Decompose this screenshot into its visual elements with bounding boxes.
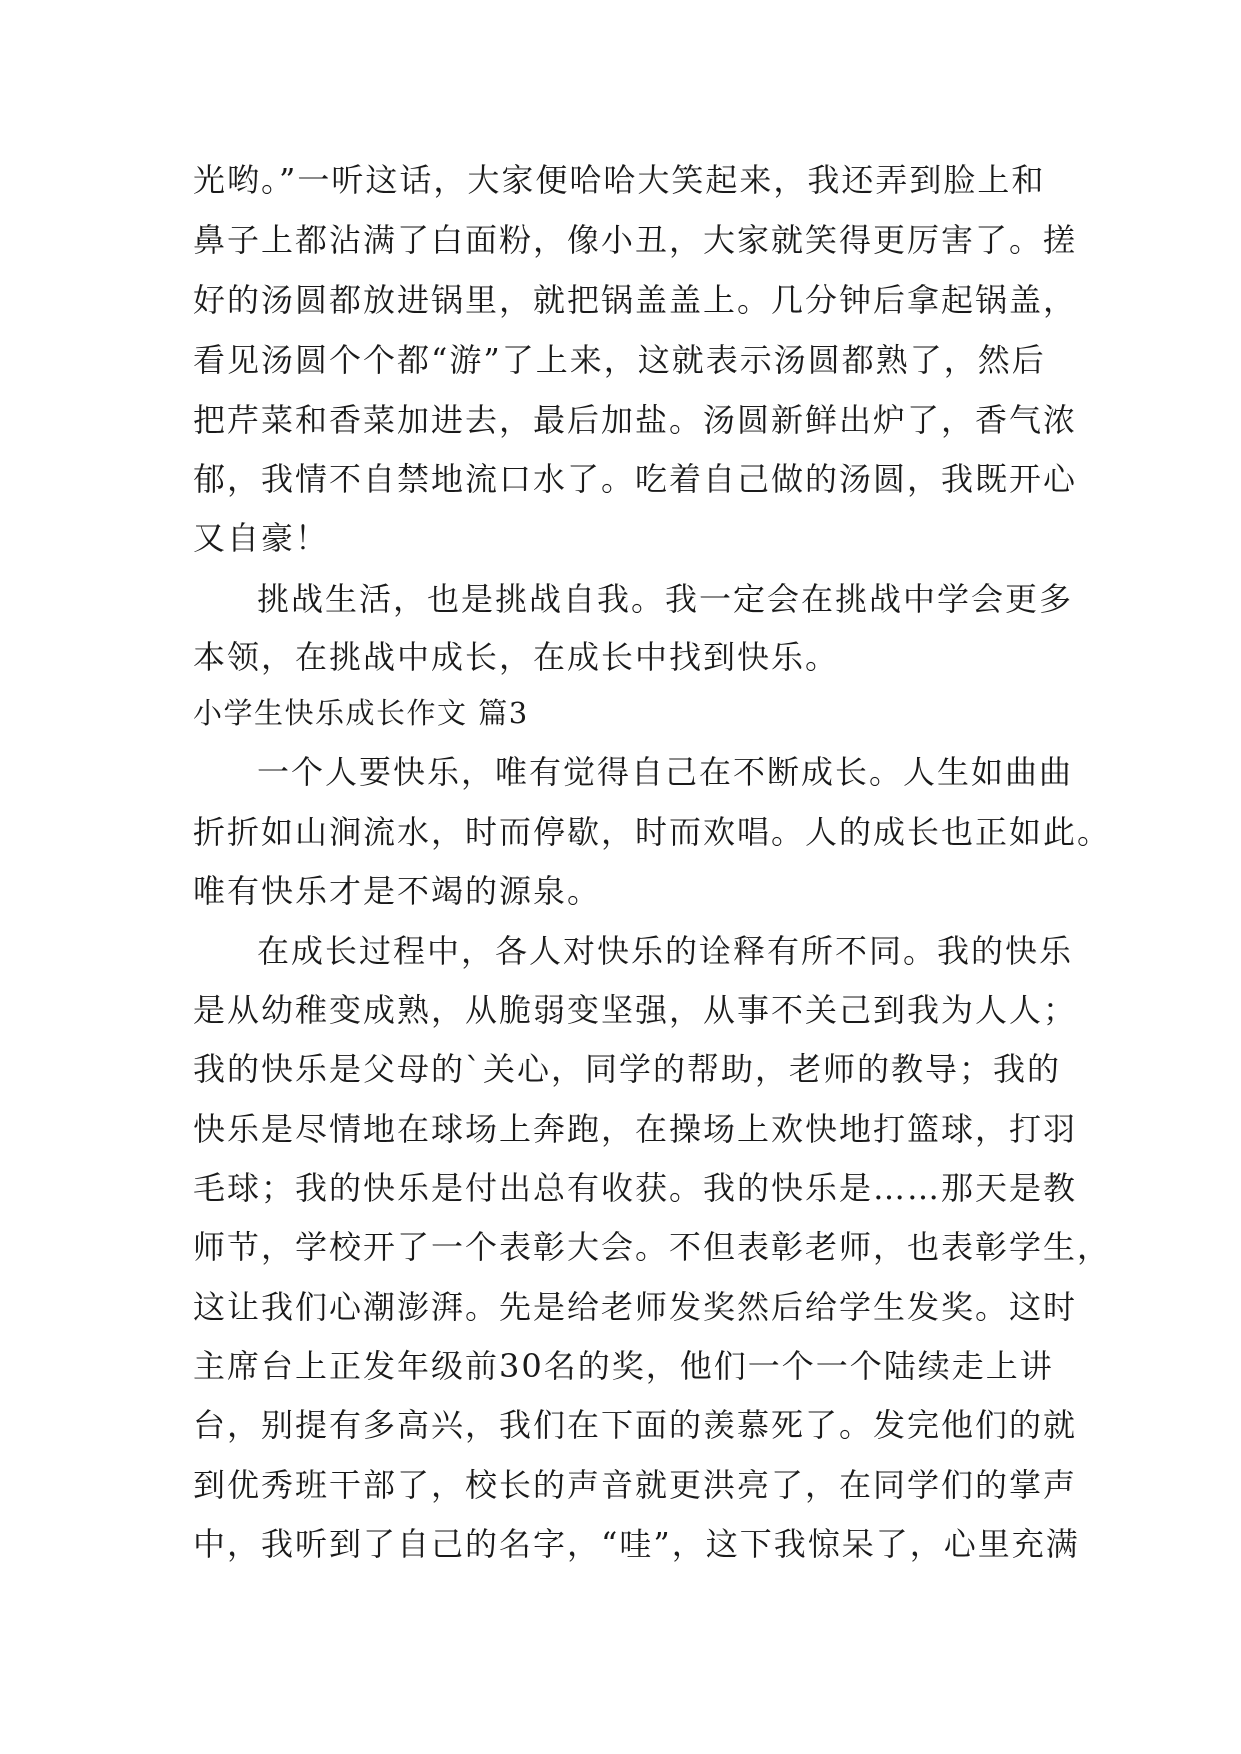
text-line: 又自豪！ [193, 519, 330, 557]
text-line: 我的快乐是父母的`关心，同学的帮助，老师的教导；我的 [193, 1050, 1062, 1088]
text-line: 鼻子上都沾满了白面粉，像小丑，大家就笑得更厉害了。搓 [193, 221, 1078, 259]
text-line: 把芹菜和香菜加进去，最后加盐。汤圆新鲜出炉了，香气浓 [193, 401, 1078, 439]
text-line: 是从幼稚变成熟，从脆弱变坚强，从事不关己到我为人人； [193, 991, 1078, 1029]
text-line: 这让我们心潮澎湃。先是给老师发奖然后给学生发奖。这时 [193, 1288, 1078, 1326]
text-line: 看见汤圆个个都“游”了上来，这就表示汤圆都熟了，然后 [193, 341, 1046, 379]
text-line: 本领，在挑战中成长，在成长中找到快乐。 [193, 638, 840, 676]
text-line: 快乐是尽情地在球场上奔跑，在操场上欢快地打篮球，打羽 [193, 1110, 1078, 1148]
text-line: 折折如山涧流水，时而停歇，时而欢唱。人的成长也正如此。 [193, 813, 1112, 851]
text-line: 毛球；我的快乐是付出总有收获。我的快乐是……那天是教 [193, 1169, 1078, 1207]
text-line: 郁，我情不自禁地流口水了。吃着自己做的汤圆，我既开心 [193, 460, 1078, 498]
paragraph-first-line: 一个人要快乐，唯有觉得自己在不断成长。人生如曲曲 [257, 753, 1074, 791]
text-line: 好的汤圆都放进锅里，就把锅盖盖上。几分钟后拿起锅盖， [193, 281, 1078, 319]
text-line: 台，别提有多高兴，我们在下面的羡慕死了。发完他们的就 [193, 1406, 1078, 1444]
text-line: 到优秀班干部了，校长的声音就更洪亮了，在同学们的掌声 [193, 1466, 1078, 1504]
paragraph-first-line: 挑战生活，也是挑战自我。我一定会在挑战中学会更多 [257, 580, 1074, 618]
text-line: 中，我听到了自己的名字，“哇”，这下我惊呆了，心里充满 [193, 1525, 1080, 1563]
text-line: 师节，学校开了一个表彰大会。不但表彰老师，也表彰学生， [193, 1228, 1112, 1266]
paragraph-first-line: 在成长过程中，各人对快乐的诠释有所不同。我的快乐 [257, 932, 1074, 970]
text-line: 唯有快乐才是不竭的源泉。 [193, 872, 602, 910]
section-heading: 小学生快乐成长作文 篇3 [193, 696, 529, 730]
text-line: 光哟。”一听这话，大家便哈哈大笑起来，我还弄到脸上和 [193, 161, 1046, 199]
text-line: 主席台上正发年级前30名的奖，他们一个一个陆续走上讲 [193, 1347, 1054, 1385]
